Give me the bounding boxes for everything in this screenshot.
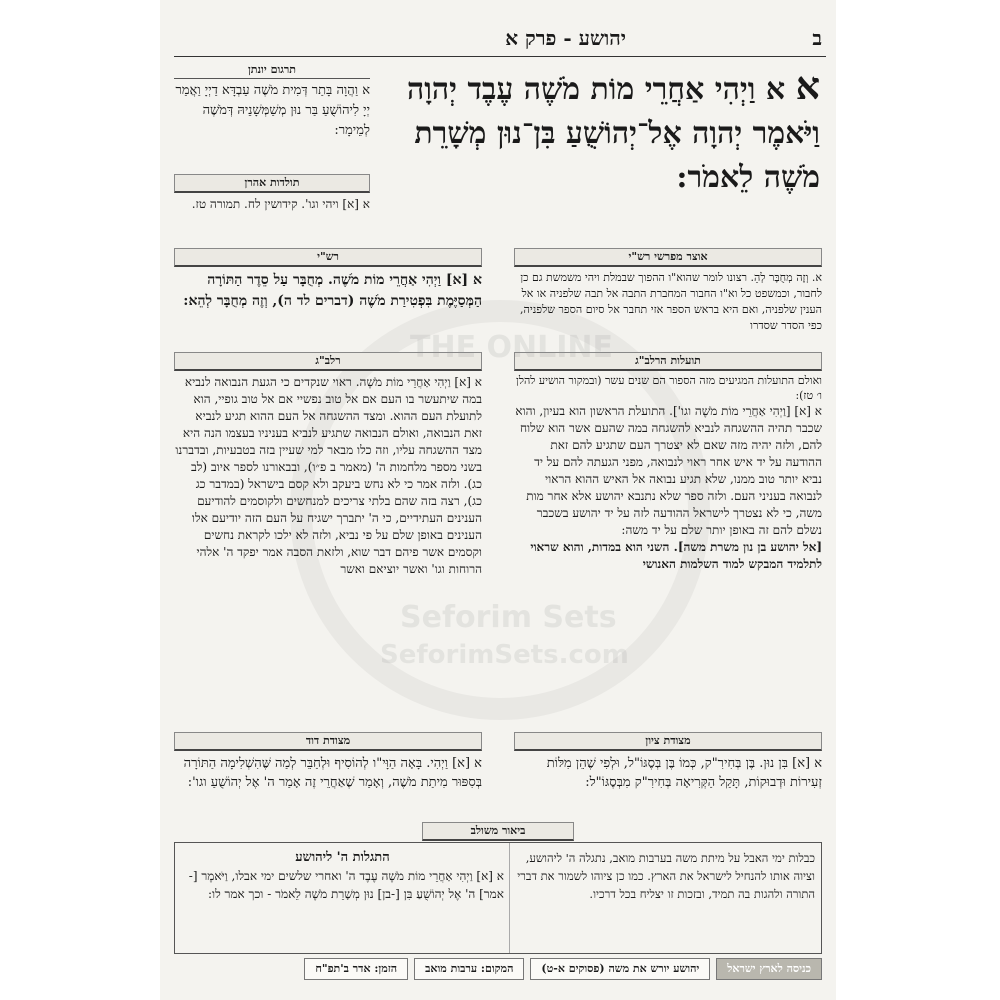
metzudat-tzion-label: מצודת ציון xyxy=(514,732,822,751)
metzudat-tzion-section xyxy=(514,732,822,792)
page-title: יהושע - פרק א xyxy=(505,26,626,50)
targum-section xyxy=(174,62,370,141)
toalot-label: תועלות הרלב"ג xyxy=(514,352,822,371)
targum-text: א וַהֲוָה בָּתַר דְּמִית מֹשֶׁה עַבְדָּא דַיְיָ וַאֲמַר יְיָ לִיהוֹשֻׁעַ בַּר נוּן מְשַׁמְּשָׁנֵיהּ דְּמֹשֶׁה לְמֵימָר: xyxy=(175,83,370,138)
metzudat-david-section xyxy=(174,732,482,792)
otzar-rashi-text: א. וְזֶה מְחֻבָּר לְהֵ. רצונו לומר שהוא"ו ההפוך שבמלת ויהי משמשת גם כן לחבור, וכמשפט כל וא"ו החבור המחברת התבה אל תבה שלפניה או אל הענין שלפניה, ואם היא בראש הספר אזי תחבר אל סיום הספר שלפניה, כפי הסדר שסדרו xyxy=(520,271,822,332)
ralbag-section xyxy=(174,352,482,578)
toalot-text: א [א] [וַיְהִי אַחֲרֵי מוֹת מֹשֶׁה וגו']. התועלת הראשון הוא בעיון, והוא שכבר תהיה ההשגחה לנביא להשגחה במה שהעם אשר הוא שלוח להם, ולזה יהיה מזה שאם לא יצטרך העם שתגיע להם זאת ההודעה על יד איש אחר ראוי לנבואה, מפני הגעתה להם על יד נביא יותר טוב ממנו, שלא תגיע נבואה אל האיש ההוא הראוי לנבואה בעניני העם. ולזה ספר שלא נתנבא יהושע אלא אחר מות משה, כי לא נצטרך לישראל ההודעה לזה על יד יהושע בשכבר נשלם להם זה באופן יותר שלם על יד משה: xyxy=(515,404,822,537)
biur-label-row xyxy=(174,822,822,841)
biur-right-column xyxy=(509,843,821,953)
footer-passage: יהושע יורש את משה (פסוקים א-ט) xyxy=(530,958,710,980)
ralbag-text: א [א] וַיְהִי אַחֲרֵי מוֹת מֹשֶׁה. ראוי שנקדים כי הגעת הנבואה לנביא במה שיתעשר בו העם אם אל טוב נפשיי אם אל טוב גופיי, הוא לתועלת העם ההוא. ומצד ההשגחה אל העם ההוא תגיע לנביא זאת הנבואה, ואולם הנבואה שתגיע לנביא בעניניו בעצמו הנה היא מצד ההשגחה עליו, וזה כלו מבאר למי שעיין בזה בטבעיות, ובדברנו בשני מספר מלחמות ה' (מאמר ב פ״ו), ובבאורנו לספר איוב (לב כג). ולזה אמר כי לא נחש ביעקב ולא קסם בישראל (במדבר כג כג), רצה בזה שהם בלתי צריכים למנחשים ולקוסמים להודיעם הענינים העתידיים, כי ה' יתברך ישגיח על העם הזה יודיעם אלו הענינים באופן שלם על פי נביא, ולזה לא ילכו לקראת נחשים וקסמים אשר פיהם דבר שוא, ולזאת הסבה אמר יפקד ה' אלהי הרוחות וגו' ואשר יוציאם ואשר xyxy=(175,375,482,576)
footer-section-title: כניסה לארץ ישראל xyxy=(716,958,822,980)
toldot-aharon-section xyxy=(174,174,370,213)
verse-text: א וַיְהִי אַחֲרֵי מוֹת מֹשֶׁה עֶבֶד יְהוָה וַיֹּאמֶר יְהוָה אֶל־יְהוֹשֻׁעַ בִּן־נוּן מְשָׁרֵת מֹשֶׁה לֵאמֹר: xyxy=(406,72,820,195)
metzudat-tzion-text: א [א] בִּן נוּן. בֶּן בְּחִירִ"ק, כְּמוֹ בֶּן בְּסֶגּוֹ"ל, וּלְפִי שֶׁהֵן מִלּוֹת זְעִירוֹת וּדְבוּקוֹת, תָּקַל הַקְּרִיאָה בְּחִירִ"ק מִבְּסֶגּוֹ"ל: xyxy=(546,756,822,790)
biur-label: ביאור משולב xyxy=(422,822,574,841)
targum-label: תרגום יונתן xyxy=(174,62,370,79)
toalot-text-2: [אל יהושע בן נון משרת משה]. השני הוא במדות, והוא שראוי לתלמיד המבקש למוד השלמות האנושי xyxy=(530,540,822,571)
toalot-intro: ואולם התועלות המגיעים מזה הספור הם שנים עשר (ובמקור הושיע להלן ו׳ טז): xyxy=(516,374,822,402)
verse-letter: א xyxy=(795,63,820,108)
rashi-label: רש"י xyxy=(174,248,482,267)
rashi-text: א [א] וַיְהִי אַחֲרֵי מוֹת מֹשֶׁה. מְחֻבָּר עַל סֵדֶר הַתּוֹרָה הַמְּסַיֶּמֶת בִּפְטִירַת מֹשֶׁה (דברים לד ה), וְזֶה מְחֻבָּר לְהֵא: xyxy=(183,272,482,309)
biur-left-text: א [א] וַיְהִי אַחֲרֵי מוֹת מֹשֶׁה עֶבֶד ה' ואחרי שלשים ימי אבלו, וַיֹּאמֶר [-אמר] ה' אֶל יְהוֹשֻׁעַ בִּן [-בן] נוּן מְשָׁרֵת מֹשֶׁה לֵאמֹר - וכך אמר לו: xyxy=(188,869,504,901)
main-verse xyxy=(380,64,820,200)
page-footer xyxy=(174,958,822,980)
watermark-line-3: SeforimSets.com xyxy=(380,640,629,670)
rashi-section xyxy=(174,248,482,312)
ralbag-label: רלב"ג xyxy=(174,352,482,371)
otzar-rashi-label: אוצר מפרשי רש"י xyxy=(514,248,822,267)
watermark-line-1: THE ONLINE xyxy=(410,330,613,365)
toldot-aharon-label: תולדות אהרן xyxy=(174,174,370,193)
biur-left-title: התגלות ה' ליהושע xyxy=(295,850,390,865)
biur-box xyxy=(174,842,822,954)
toldot-aharon-text: א [א] ויהי וגו'. קידושין לח. תמורה טז. xyxy=(191,197,370,211)
biur-left-column xyxy=(175,843,510,953)
book-page xyxy=(160,0,836,1000)
page-letter: ב xyxy=(812,26,822,50)
metzudat-david-label: מצודת דוד xyxy=(174,732,482,751)
toalot-section xyxy=(514,352,822,573)
footer-place: המקום: ערבות מואב xyxy=(414,958,524,980)
footer-time: הזמן: אדר ב'תפ"ח xyxy=(304,958,408,980)
watermark-line-2: Seforim Sets xyxy=(400,600,617,635)
metzudat-david-text: א [א] וַיְהִי. בָּאָה הַוָּי"ו לְהוֹסִיף וּלְחַבֵּר לְמַה שֶּׁהִשְׁלִימָה הַתּוֹרָה בְּסִפּוּר מִיתַת מֹשֶׁה, וְאָמַר שֶׁאַחֲרֵי זֶה אָמַר ה' אֶל יְהוֹשֻׁעַ וגו': xyxy=(183,756,482,790)
biur-right-text: כבלות ימי האבל על מיתת משה בערבות מואב, נתגלה ה' ליהושע, וציוה אותו להנחיל לישראל את הארץ. כמו כן ציוהו לשמור את דברי התורה ולהגות בה תמיד, ובזכות זו יצליח בכל דרכיו. xyxy=(517,851,815,901)
otzar-rashi-section xyxy=(514,248,822,334)
page-header xyxy=(174,22,826,57)
